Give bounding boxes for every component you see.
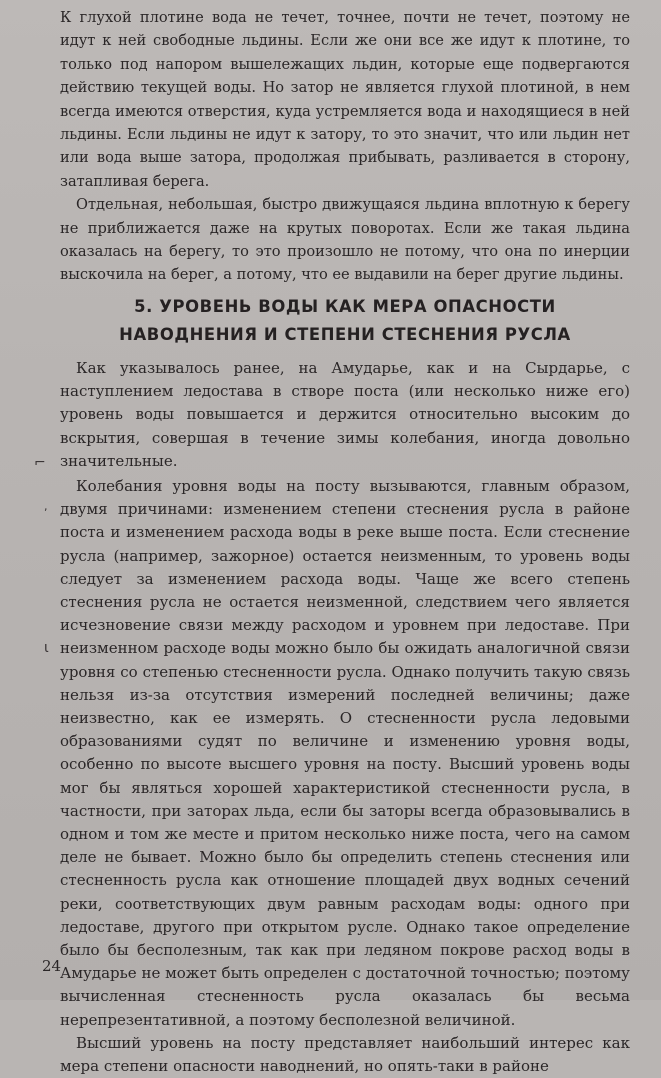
top-text-block — [60, 6, 630, 287]
pencil-margin-mark-icon: ⌐ — [34, 455, 46, 471]
page-number: 24 — [42, 957, 62, 975]
paragraph: Как указывалось ранее, на Амударье, как и на Сырдарье, с наступлением ледостава в створе поста (или несколько ниже его) уровень воды повышается и держится относительно высоким до вскрытия, совершая в течение зимы колебания, иногда довольно значительные. — [60, 359, 630, 470]
section-text-block — [60, 357, 630, 1078]
section-heading-line: 5. УРОВЕНЬ ВОДЫ КАК МЕРА ОПАСНОСТИ — [134, 297, 556, 316]
section-heading — [60, 293, 630, 349]
paragraph: К глухой плотине вода не течет, точнее, почти не течет, поэтому не идут к ней свободные льдины. Если же они все же идут к плотине, то только под напором вышележащих льдин, которые еще подвергаются действию текущей воды. Но затор не является глухой плотиной, в нем всегда имеются отверстия, куда устремляется вода и находящиеся в ней льдины. Если льдины не идут к затору, то это значит, что или льдин нет или вода выше затора, продолжая прибывать, разливается в сторону, затапливая берега. — [60, 9, 630, 190]
paragraph: Высший уровень на посту представляет наибольший интерес как мера степени опасности наводнений, но опять-таки в районе — [60, 1033, 630, 1076]
pencil-margin-mark-icon: ι — [44, 640, 49, 656]
paragraph: Колебания уровня воды на посту вызываются, главным образом, двумя причинами: изменением степени стеснения русла в районе поста и изменением расхода воды в реке выше поста. Если стеснение русла (например, зажорное) остается неизменным, то уровень воды следует за изменением расхода воды. Чаще же всего степень стеснения русла не остается неизменной, следствием чего является исчезновение связи между расходом и уровнем при ледоставе. При неизменном расходе воды можно было бы ожидать аналогичной связи уровня со степенью стесненности русла. Однако получить такую связь нельзя из-за отсутствия измерений последней величины; даже неизвестно, как ее измерять. О стесненности русла ледовыми образованиями судят по величине и изменению уровня воды, особенно по высоте высшего уровня на посту. Высший уровень воды мог бы являться хорошей характеристикой стесненности русла, в частности, при заторах льда, если бы заторы всегда образовывались в одном и том же месте и притом несколько ниже поста, чего на самом деле не бывает. Можно было бы определить степень стеснения или стесненность русла как отношение площадей двух водных сечений реки, соответствующих двум равным расходам воды: одного при ледоставе, другого при открытом русле. Однако такое определение было бы бесполезным, так как при ледяном покрове расход воды в Амударье не может быть определен с достаточной точностью; поэтому вычисленная стесненность русла оказалась бы весьма нерепрезентативной, а поэтому бесполезной величиной. — [60, 477, 630, 1029]
section-heading-line: НАВОДНЕНИЯ И СТЕПЕНИ СТЕСНЕНИЯ РУСЛА — [119, 325, 571, 344]
pencil-margin-mark-icon: , — [44, 500, 48, 513]
paragraph: Отдельная, небольшая, быстро движущаяся льдина вплотную к берегу не приближается даже на крутых поворотах. Если же такая льдина оказалась на берегу, то это произошло не потому, что она по инерции выскочила на берег, а потому, что ее выдавили на берег другие льдины. — [60, 196, 630, 284]
